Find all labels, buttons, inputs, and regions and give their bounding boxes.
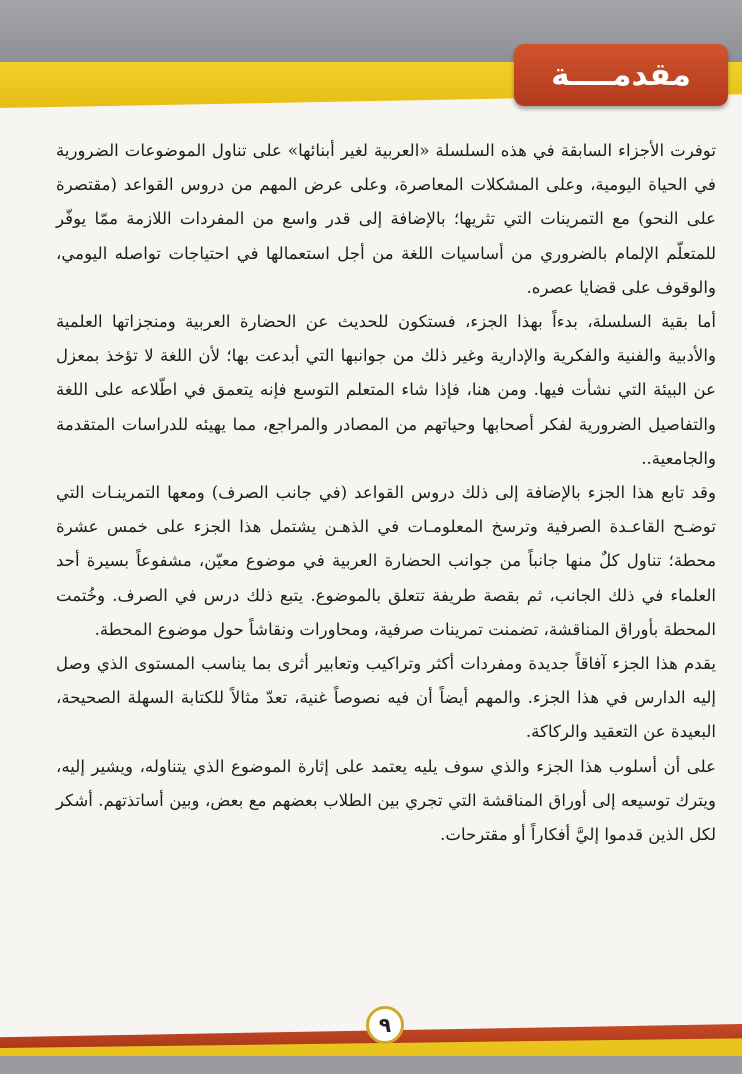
paragraph-4: يقدم هذا الجزء آفاقاً جديدة ومفردات أكثر وتراكيب وتعابير أثرى بما يناسب المستوى الذي وصل إليه الدارس في هذا الجزء. والمهم أيضاً أن فيه نصوصاً غنية، تعدّ مثالاً للكتابة السهلة الصحيحة، البعيدة عن التعقيد والركاكة.	[56, 654, 716, 742]
section-title: مقدمــــة	[551, 57, 691, 93]
page-number: ٩	[366, 1006, 404, 1044]
section-title-box	[514, 44, 728, 106]
footer-gray-band	[0, 1056, 742, 1074]
paragraph-3: وقد تابع هذا الجزء بالإضافة إلى ذلك دروس القواعد (في جانب الصرف) ومعها التمرينـات التي توضـح القاعـدة الصرفية وترسخ المعلومـات في الذهـن يشتمل هذا الجزء على خمس عشرة محطة؛ تناول كلٌ منها جانباً من جوانب الحضارة العربية في موضوع معيّن، مشفوعاً بسيرة أحد العلماء في ذلك الجانب، ثم بقصة طريفة تتعلق بالموضوع. يتبع ذلك درس في الصرف. وخُتمت المحطة بأوراق المناقشة، تضمنت تمرينات صرفية، ومحاورات ونقاشاً حول موضوع المحطة.	[56, 483, 716, 639]
paragraph-1: توفرت الأجزاء السابقة في هذه السلسلة «العربية لغير أبنائها» على تناول الموضوعات الضرورية في الحياة اليومية، وعلى المشكلات المعاصرة، وعلى عرض المهم من دروس القواعد (مقتصرة على النحو) مع التمرينات التي تثريها؛ بالإضافة إلى قدر واسع من المفردات اللازمة ممّا يوفّر للمتعلّم الإلمام بالضروري من أساسيات اللغة من أجل استعمالها في احتياجات تواصله اليومي، والوقوف على قضايا عصره.	[56, 141, 716, 297]
introduction-text	[56, 134, 716, 852]
paragraph-5: على أن أسلوب هذا الجزء والذي سوف يليه يعتمد على إثارة الموضوع الذي يتناوله، ويشير إليه، ويترك توسيعه إلى أوراق المناقشة التي تجري بين الطلاب بعضهم مع بعض، وبين أساتذتهم. أشكر لكل الذين قدموا إليَّ أفكاراً أو مقترحات.	[56, 756, 717, 845]
paragraph-2: أما بقية السلسلة، بدءاً بهذا الجزء، فستكون للحديث عن الحضارة العربية ومنجزاتها العلمية والأدبية والفنية والفكرية والإدارية وغير ذلك من جوانبها التي أبدعت بها؛ لأن اللغة لا تؤخذ بمعزل عن البيئة التي نشأت فيها. ومن هنا، فإذا شاء المتعلم التوسع فإنه يتعمق في اطّلاعه على اللغة والتفاصيل الضرورية لفكر أصحابها وحياتهم من المصادر والمراجع، مما يهيئه للدراسات المتقدمة والجامعية..	[56, 312, 716, 468]
